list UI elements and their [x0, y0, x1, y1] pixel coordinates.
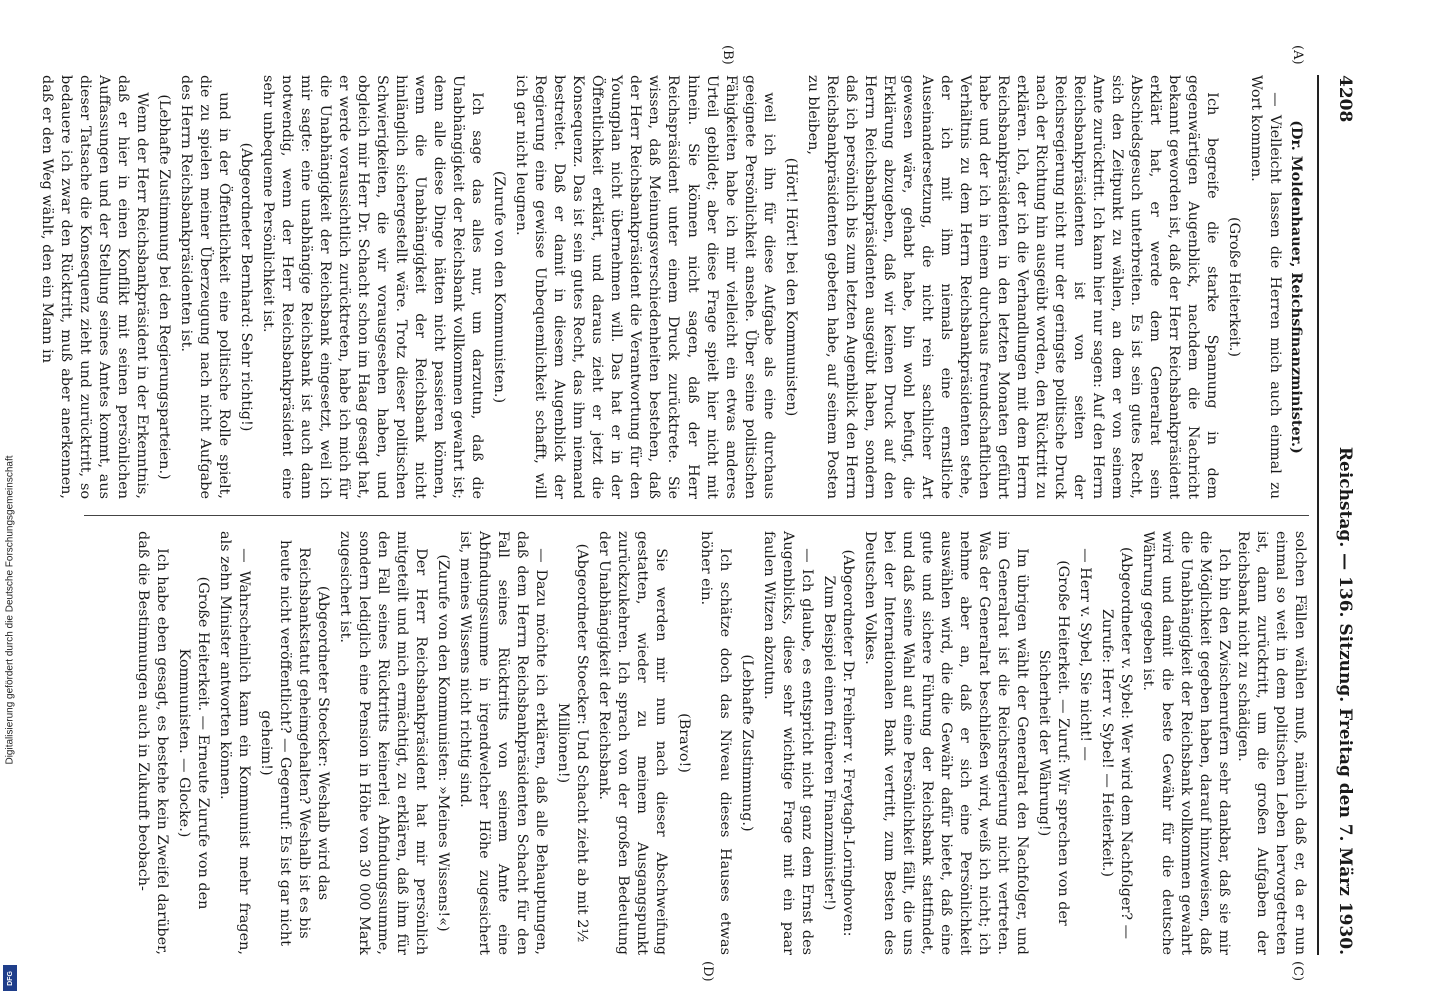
stage-direction: (Abgeordneter Stoecker: Und Schacht zieht ab mit 2½ Millionen!) — [555, 543, 591, 943]
speech-paragraph: solchen Fällen wählen muß, nämlich daß er, da er nun einmal so weit in dem politischen Leben hervorgetreten ist, dann zurücktritt, um die großen Aufgaben der Reichsbank nicht zu schädigen. — [1234, 531, 1308, 955]
speech-paragraph: Der Herr Reichsbankpräsident hat mir persönlich mitgeteilt und mich ermächtigt, zu erklären, daß ihm für den Fall seines Rücktritts keinerlei Abfindungssumme, sondern lediglich eine Pension in Höhe von 30 000 Mark zugesichert ist. — [337, 531, 430, 955]
stage-direction: (Lebhafte Zustimmung.) — [738, 654, 755, 832]
stage-direction: (Große Heiterkeit.) — [1225, 216, 1242, 357]
speech-paragraph: Ich schätze doch das Niveau dieses Hauses etwas höher ein. — [697, 531, 733, 955]
stage-direction: (Abgeordneter v. Sybel: Wer wird dem Nachfolger? — Zurufe: Herr v. Sybel! — Heiterkeit.) — [1098, 546, 1134, 940]
stage-direction: (Zurufe von den Kommunisten: »Meines Wissens!«) — [435, 554, 452, 932]
page-number: 4208 — [1335, 75, 1355, 123]
margin-mark-b: (B) — [720, 45, 735, 65]
margin-mark-c: (C) — [1290, 961, 1305, 982]
stage-direction: (Große Heiterkeit. — Zuruf: Wir sprechen von der Sicherheit der Währung!) — [1035, 560, 1071, 926]
speech-paragraph: Ich bin den Zwischenrufern sehr dankbar, daß sie mir die Möglichkeit gegeben haben, darauf hinzuweisen, daß die Unabhängigkeit der Reichsbank vollkommen gewahrt wird und damit die beste Gewähr für die deutsche Währung gegeben ist. — [1139, 531, 1232, 955]
stage-direction: (Bravo!) — [675, 713, 692, 773]
speech-paragraph: — Vielleicht lassen die Herren mich auch einmal zu Wort kommen. — [1247, 75, 1283, 499]
column-left — [37, 75, 1309, 499]
dfg-logo-icon — [3, 965, 17, 991]
speech-paragraph: Ich begreife die starke Spannung in dem gegenwärtigen Augenblick, nachdem die Nachricht bekannt geworden ist, daß der Herr Reichsbankpräsident erklärt hat, er werde dem Generalrat sein Abschiedsgesuch unterbreiten. Es ist sein gutes Recht, sich den Zeitpunkt zu wählen, an dem er von seinem Amte zurücktritt. Ich kann hier nur sagen: Auf den Herrn Reichsbankpräsidenten ist von seiten der Reichsregierung nicht nur der geringste politische Druck nach der Richtung hin ausgeübt worden, den Rücktritt zu erklären. Ich, der ich die Verhandlungen mit dem Herrn Reichsbankpräsidenten in den letzten Monaten geführt habe und der ich in einem durchaus freundschaftlichen Verhältnis zu dem Herrn Reichsbankpräsidenten stehe, der ich mit ihm niemals eine ernstliche Auseinandersetzung, die nicht rein sachlicher Art gewesen wäre, gehabt habe, bin wohl befugt, die Erklärung abzugeben, daß wir keinen Druck auf den Herrn Reichsbankpräsidenten ausgeübt haben, sondern daß ich persönlich bis zum letzten Augenblick den Herrn Reichsbankpräsidenten gebeten habe, auf seinem Posten zu bleiben, — [804, 75, 1220, 499]
stage-direction: (Hört! Hört! bei den Kommunisten) — [782, 157, 799, 417]
stage-direction: (Abgeordneter Bernhard: Sehr richtig!) — [238, 142, 255, 432]
digitization-credit — [0, 0, 20, 1000]
speech-paragraph: Im übrigen wählt der Generalrat den Nachfolger, und im Generalrat ist die Reichsregierung nicht vertreten. Was der Generalrat beschließen wird, weiß ich nicht; ich nehme aber an, daß er sich eine Persönlichkeit auswählen wird, die die Gewähr dafür bietet, daß eine gute und sichere Führung der Reichsbank stattfindet, und daß seine Wahl auf eine Persönlichkeit fällt, die uns bei der Internationalen Bank vertritt, zum Besten des Deutschen Volkes. — [861, 531, 1030, 955]
speech-paragraph: Sie werden mir nun nach dieser Abschweifung gestatten, wieder zu meinem Ausgangspunkt zurückzukehren. Ich sprach von der großen Bedeutung der Unabhängigkeit der Reichsbank. — [596, 531, 670, 955]
speech-paragraph: Ich sage das alles nur, um darzutun, daß die Unabhängigkeit der Reichsbank vollkommen gewahrt ist; denn alle diese Dinge hätten nicht passieren können, wenn die Unabhängigkeit der Reichsbank nicht hinlänglich sichergestellt wäre. Trotz dieser politischen Schwierigkeiten, die wir vorausgesehen haben, und obgleich mir Herr Dr. Schacht schon im Haag gesagt hat, er werde voraussichtlich zurücktreten, habe ich mich für die Unabhängigkeit der Reichsbank eingesetzt, weil ich mir sagte: eine unabhängige Reichsbank ist auch dann notwendig, wenn der Herr Reichsbankpräsident eine sehr unbequeme Persönlichkeit ist. — [260, 75, 486, 499]
column-right — [133, 531, 1309, 955]
speech-paragraph: Ich habe eben gesagt, es bestehe kein Zweifel darüber, daß die Bestimmungen auch in Zukunft beobach- — [135, 531, 171, 955]
stage-direction: (Abgeordneter Stoecker: Weshalb wird das Reichsbankstatut geheimgehalten? Weshalb ist es bis heute nicht veröffentlicht? — Gegenruf: Es ist gar nicht geheim!) — [258, 540, 332, 946]
margin-mark-d: (D) — [700, 961, 715, 982]
speech-paragraph: — Ich glaube, es entspricht nicht ganz dem Ernst des Augenblicks, diese sehr wichtige Frage mit ein paar faulen Witzen abzutun. — [760, 531, 815, 955]
newspaper-page — [39, 45, 1355, 982]
column-divider — [84, 515, 1309, 516]
page-wrapper — [39, 45, 1355, 982]
speech-paragraph: — Herr v. Sybel, Sie nicht! — — [1076, 548, 1093, 761]
header-rule — [1317, 75, 1319, 955]
speech-paragraph: weil ich ihn für diese Aufgabe als eine durchaus geeignete Persönlichkeit ansehe. Über seine politischen Fähigkeiten habe ich mir vielleicht ein etwas anderes Urteil gebildet; aber diese Frage spielt hier nicht mit hinein. Sie können nicht sagen, daß der Herr Reichspräsident unter einem Druck zurücktrete. Sie wissen, daß Meinungsverschiedenheiten bestehen, daß der Herr Reichsbankpräsident die Verantwortung für den Youngplan nicht übernehmen will. Das hat er in der Öffentlichkeit erklärt, und daraus zieht er jetzt die Konsequenz. Das ist sein gutes Recht, das ihm niemand bestreitet. Daß er damit in diesem Augenblick der Regierung eine gewisse Unbequemlichkeit schafft, will ich gar nicht leugnen. — [513, 75, 777, 499]
running-head — [1321, 75, 1355, 955]
stage-direction: (Lebhafte Zustimmung bei den Regierungsparteien.) — [156, 94, 173, 480]
speech-paragraph: — Dazu möchte ich erklären, daß alle Behauptungen, daß dem Herrn Reichsbankpräsidenten Schacht für den Fall seines Rücktritts von seinem Amte eine Abfindungssumme in irgendwelcher Höhe zugesichert ist, meines Wissens nicht richtig sind. — [457, 531, 550, 955]
credit-text: Digitalisierung gefördert durch die Deutsche Forschungsgemeinschaft — [4, 455, 16, 765]
speech-paragraph: Wenn der Herr Reichsbankpräsident in der Erkenntnis, daß er hier in einen Konflikt mit seinen persönlichen Auffassungen und der Stellung seines Amtes kommt, aus dieser Tatsache die Konsequenz zieht und zurücktritt, so bedauere ich zwar den Rücktritt, muß aber anerkennen, daß er den Weg wählt, den ein Mann in — [39, 75, 151, 499]
margin-mark-a: (A) — [1290, 45, 1305, 65]
stage-direction: (Große Heiterkeit. — Erneute Zurufe von den Kommunisten. — Glocke.) — [176, 576, 212, 910]
speaker-line: (Dr. Moldenhauer, Reichsfinanzminister.) — [1288, 120, 1305, 454]
speech-paragraph: und in der Öffentlichkeit eine politische Rolle spielt, die zu spielen meiner Überzeugung nach nicht Aufgabe des Herrn Reichsbankpräsidenten ist. — [178, 75, 233, 499]
dfg-logo-text: DFG — [6, 970, 14, 986]
page-title: Reichstag. — 136. Sitzung. Freitag den 7. März 1930. — [1335, 446, 1355, 955]
stage-direction: (Abgeordneter Dr. Freiherr v. Freytagh-Loringhoven: Zum Beispiel einen früheren Finanzminister!) — [820, 549, 856, 937]
speech-paragraph: — Wahrscheinlich kann ein Kommunist mehr fragen, als zehn Minister antworten können. — [217, 531, 253, 955]
stage-direction: (Zurufe von den Kommunisten.) — [491, 170, 508, 404]
